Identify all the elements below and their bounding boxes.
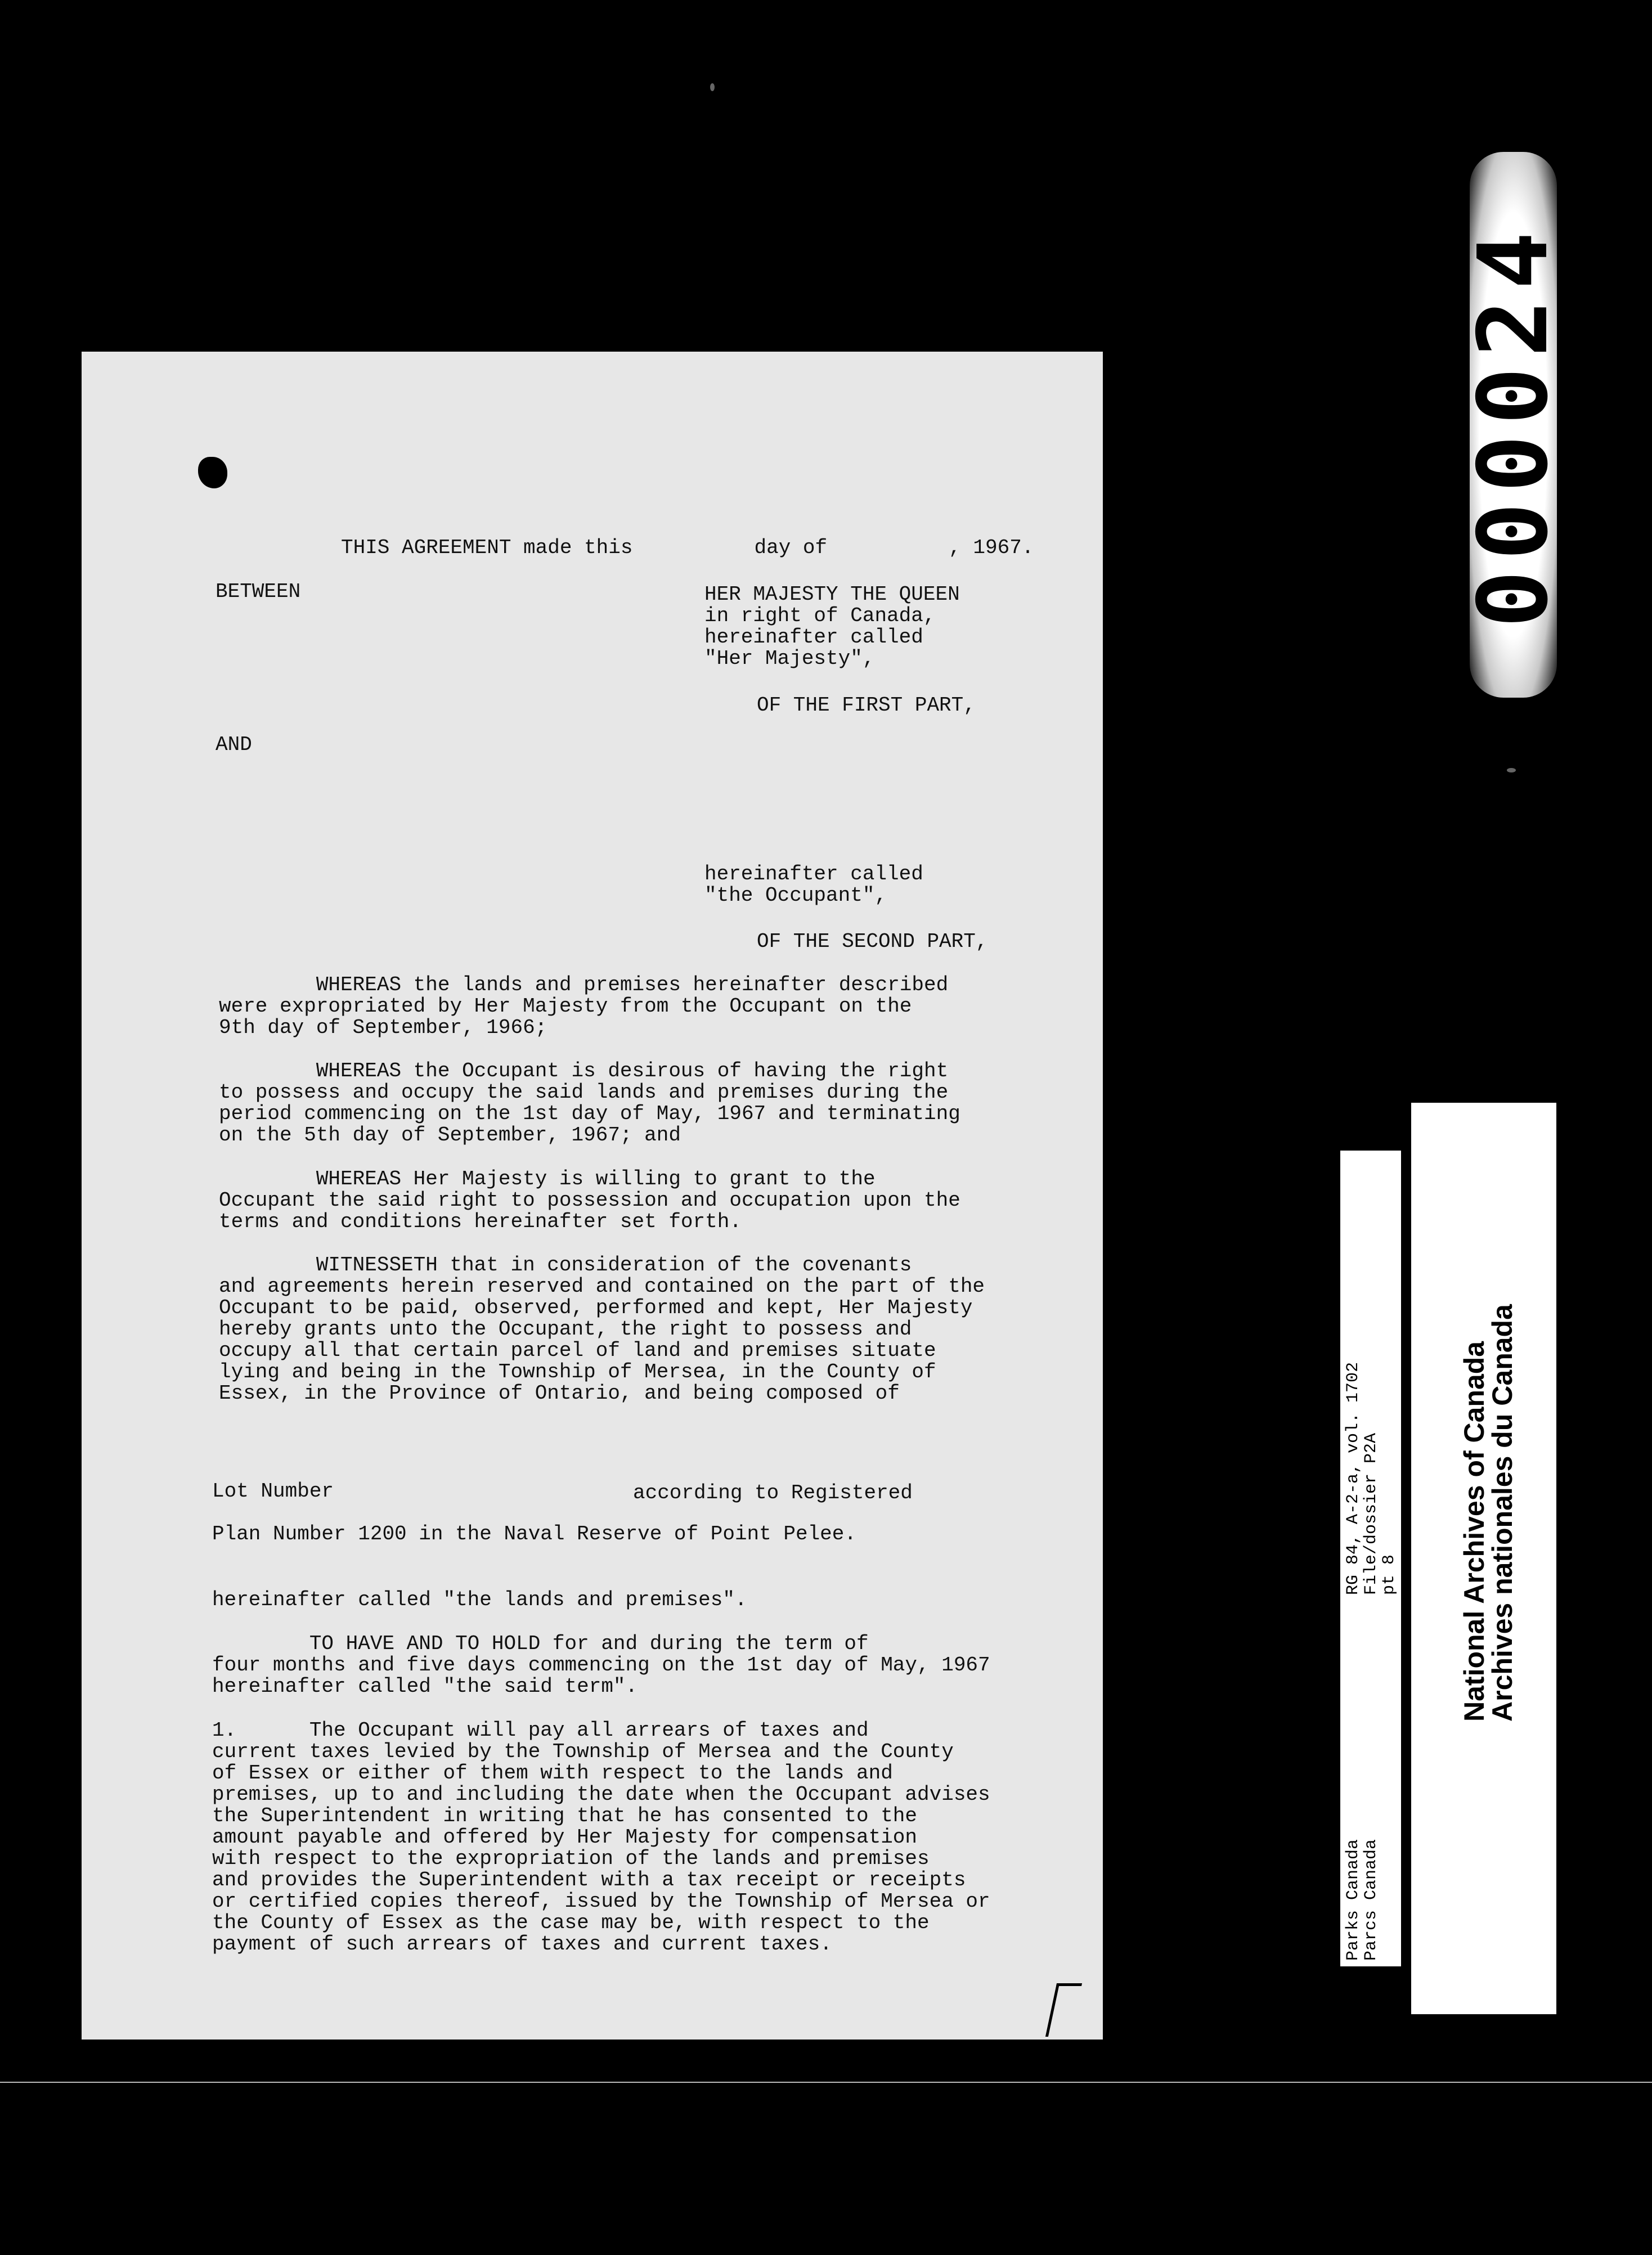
- paragraph-line: occupy all that certain parcel of land and premises situate: [219, 1339, 936, 1362]
- and-label: AND: [216, 733, 252, 756]
- paragraph-line: were expropriated by Her Majesty from the Occupant on the: [219, 995, 912, 1018]
- frame-number: 000024: [1457, 221, 1569, 628]
- archive-reference-label: [1340, 1151, 1401, 1966]
- clause-line: of Essex or either of them with respect to the lands and: [212, 1762, 893, 1785]
- plan-number-line: Plan Number 1200 in the Naval Reserve of Point Pelee.: [212, 1522, 856, 1546]
- paragraph-line: and agreements herein reserved and contained on the part of the: [219, 1275, 985, 1298]
- agency-name: Parcs Canada: [1362, 1839, 1381, 1961]
- reference-line: RG 84, A-2-a, vol. 1702: [1344, 1362, 1363, 1595]
- between-label: BETWEEN: [216, 580, 301, 603]
- paragraph-line: lying and being in the Township of Mersea, in the County of: [219, 1360, 936, 1383]
- national-archives-label: [1411, 1103, 1556, 2014]
- dust-speck: [1507, 768, 1516, 772]
- scan-edge-line: [0, 2082, 1652, 2083]
- frame-number-stamp: [1457, 152, 1569, 698]
- paragraph-line: Occupant to be paid, observed, performed and kept, Her Majesty: [219, 1296, 973, 1319]
- agency-name: Parks Canada: [1344, 1839, 1363, 1961]
- paragraph-line: four months and five days commencing on the 1st day of May, 1967: [212, 1654, 990, 1677]
- archives-name-fr: Archives nationales du Canada: [1487, 1304, 1518, 1722]
- clause-line: or certified copies thereof, issued by the Township of Mersea or: [212, 1890, 990, 1913]
- agreement-intro-line: THIS AGREEMENT made this day of , 1967.: [341, 536, 1034, 559]
- paragraph-line: terms and conditions hereinafter set forth.: [219, 1210, 742, 1233]
- paragraph-line: period commencing on the 1st day of May, 1967 and terminating: [219, 1102, 960, 1125]
- first-part-label: OF THE FIRST PART,: [757, 694, 976, 717]
- paragraph-line: hereinafter called "the said term".: [212, 1675, 638, 1698]
- paragraph-line: on the 5th day of September, 1967; and: [219, 1124, 681, 1147]
- paragraph-line: hereby grants unto the Occupant, the right to possess and: [219, 1318, 912, 1341]
- paragraph-line: WHEREAS the lands and premises hereinafter described: [219, 973, 949, 996]
- clause-line: the County of Essex as the case may be, with respect to the: [212, 1911, 930, 1934]
- lot-number-label: Lot Number: [212, 1480, 334, 1503]
- party1-line: in right of Canada,: [704, 604, 936, 627]
- party1-line: hereinafter called: [704, 626, 923, 649]
- party2-line: hereinafter called: [704, 863, 923, 886]
- paragraph-line: Occupant the said right to possession and occupation upon the: [219, 1189, 960, 1212]
- reference-line: File/dossier P2A: [1362, 1432, 1381, 1595]
- according-to-label: according to Registered: [633, 1481, 913, 1504]
- paragraph-line: 9th day of September, 1966;: [219, 1016, 547, 1039]
- paragraph-line: WHEREAS the Occupant is desirous of having the right: [219, 1059, 949, 1082]
- clause-line: payment of such arrears of taxes and current taxes.: [212, 1933, 832, 1956]
- dust-speck: [710, 83, 715, 91]
- archives-name-en: National Archives of Canada: [1458, 1341, 1490, 1722]
- party1-line: HER MAJESTY THE QUEEN: [704, 583, 960, 606]
- paragraph-line: Essex, in the Province of Ontario, and being composed of: [219, 1382, 900, 1405]
- party2-line: "the Occupant",: [704, 884, 887, 907]
- clause-line: amount payable and offered by Her Majesty for compensation: [212, 1826, 918, 1849]
- party1-line: "Her Majesty",: [704, 647, 875, 670]
- clause-line: the Superintendent in writing that he has consented to the: [212, 1804, 918, 1827]
- paragraph-line: TO HAVE AND TO HOLD for and during the term of: [212, 1632, 869, 1655]
- clause-line: 1. The Occupant will pay all arrears of taxes and: [212, 1719, 869, 1742]
- second-part-label: OF THE SECOND PART,: [757, 930, 988, 953]
- paragraph-line: WHEREAS Her Majesty is willing to grant to the: [219, 1167, 876, 1191]
- paragraph-line: to possess and occupy the said lands and premises during the: [219, 1081, 949, 1104]
- lands-definition-line: hereinafter called "the lands and premises".: [212, 1588, 747, 1611]
- clause-line: current taxes levied by the Township of Mersea and the County: [212, 1740, 954, 1763]
- clause-line: and provides the Superintendent with a tax receipt or receipts: [212, 1868, 966, 1892]
- clause-line: with respect to the expropriation of the lands and premises: [212, 1847, 930, 1870]
- clause-line: premises, up to and including the date when the Occupant advises: [212, 1783, 990, 1806]
- reference-line: pt 8: [1380, 1554, 1399, 1595]
- paragraph-line: WITNESSETH that in consideration of the covenants: [219, 1254, 912, 1277]
